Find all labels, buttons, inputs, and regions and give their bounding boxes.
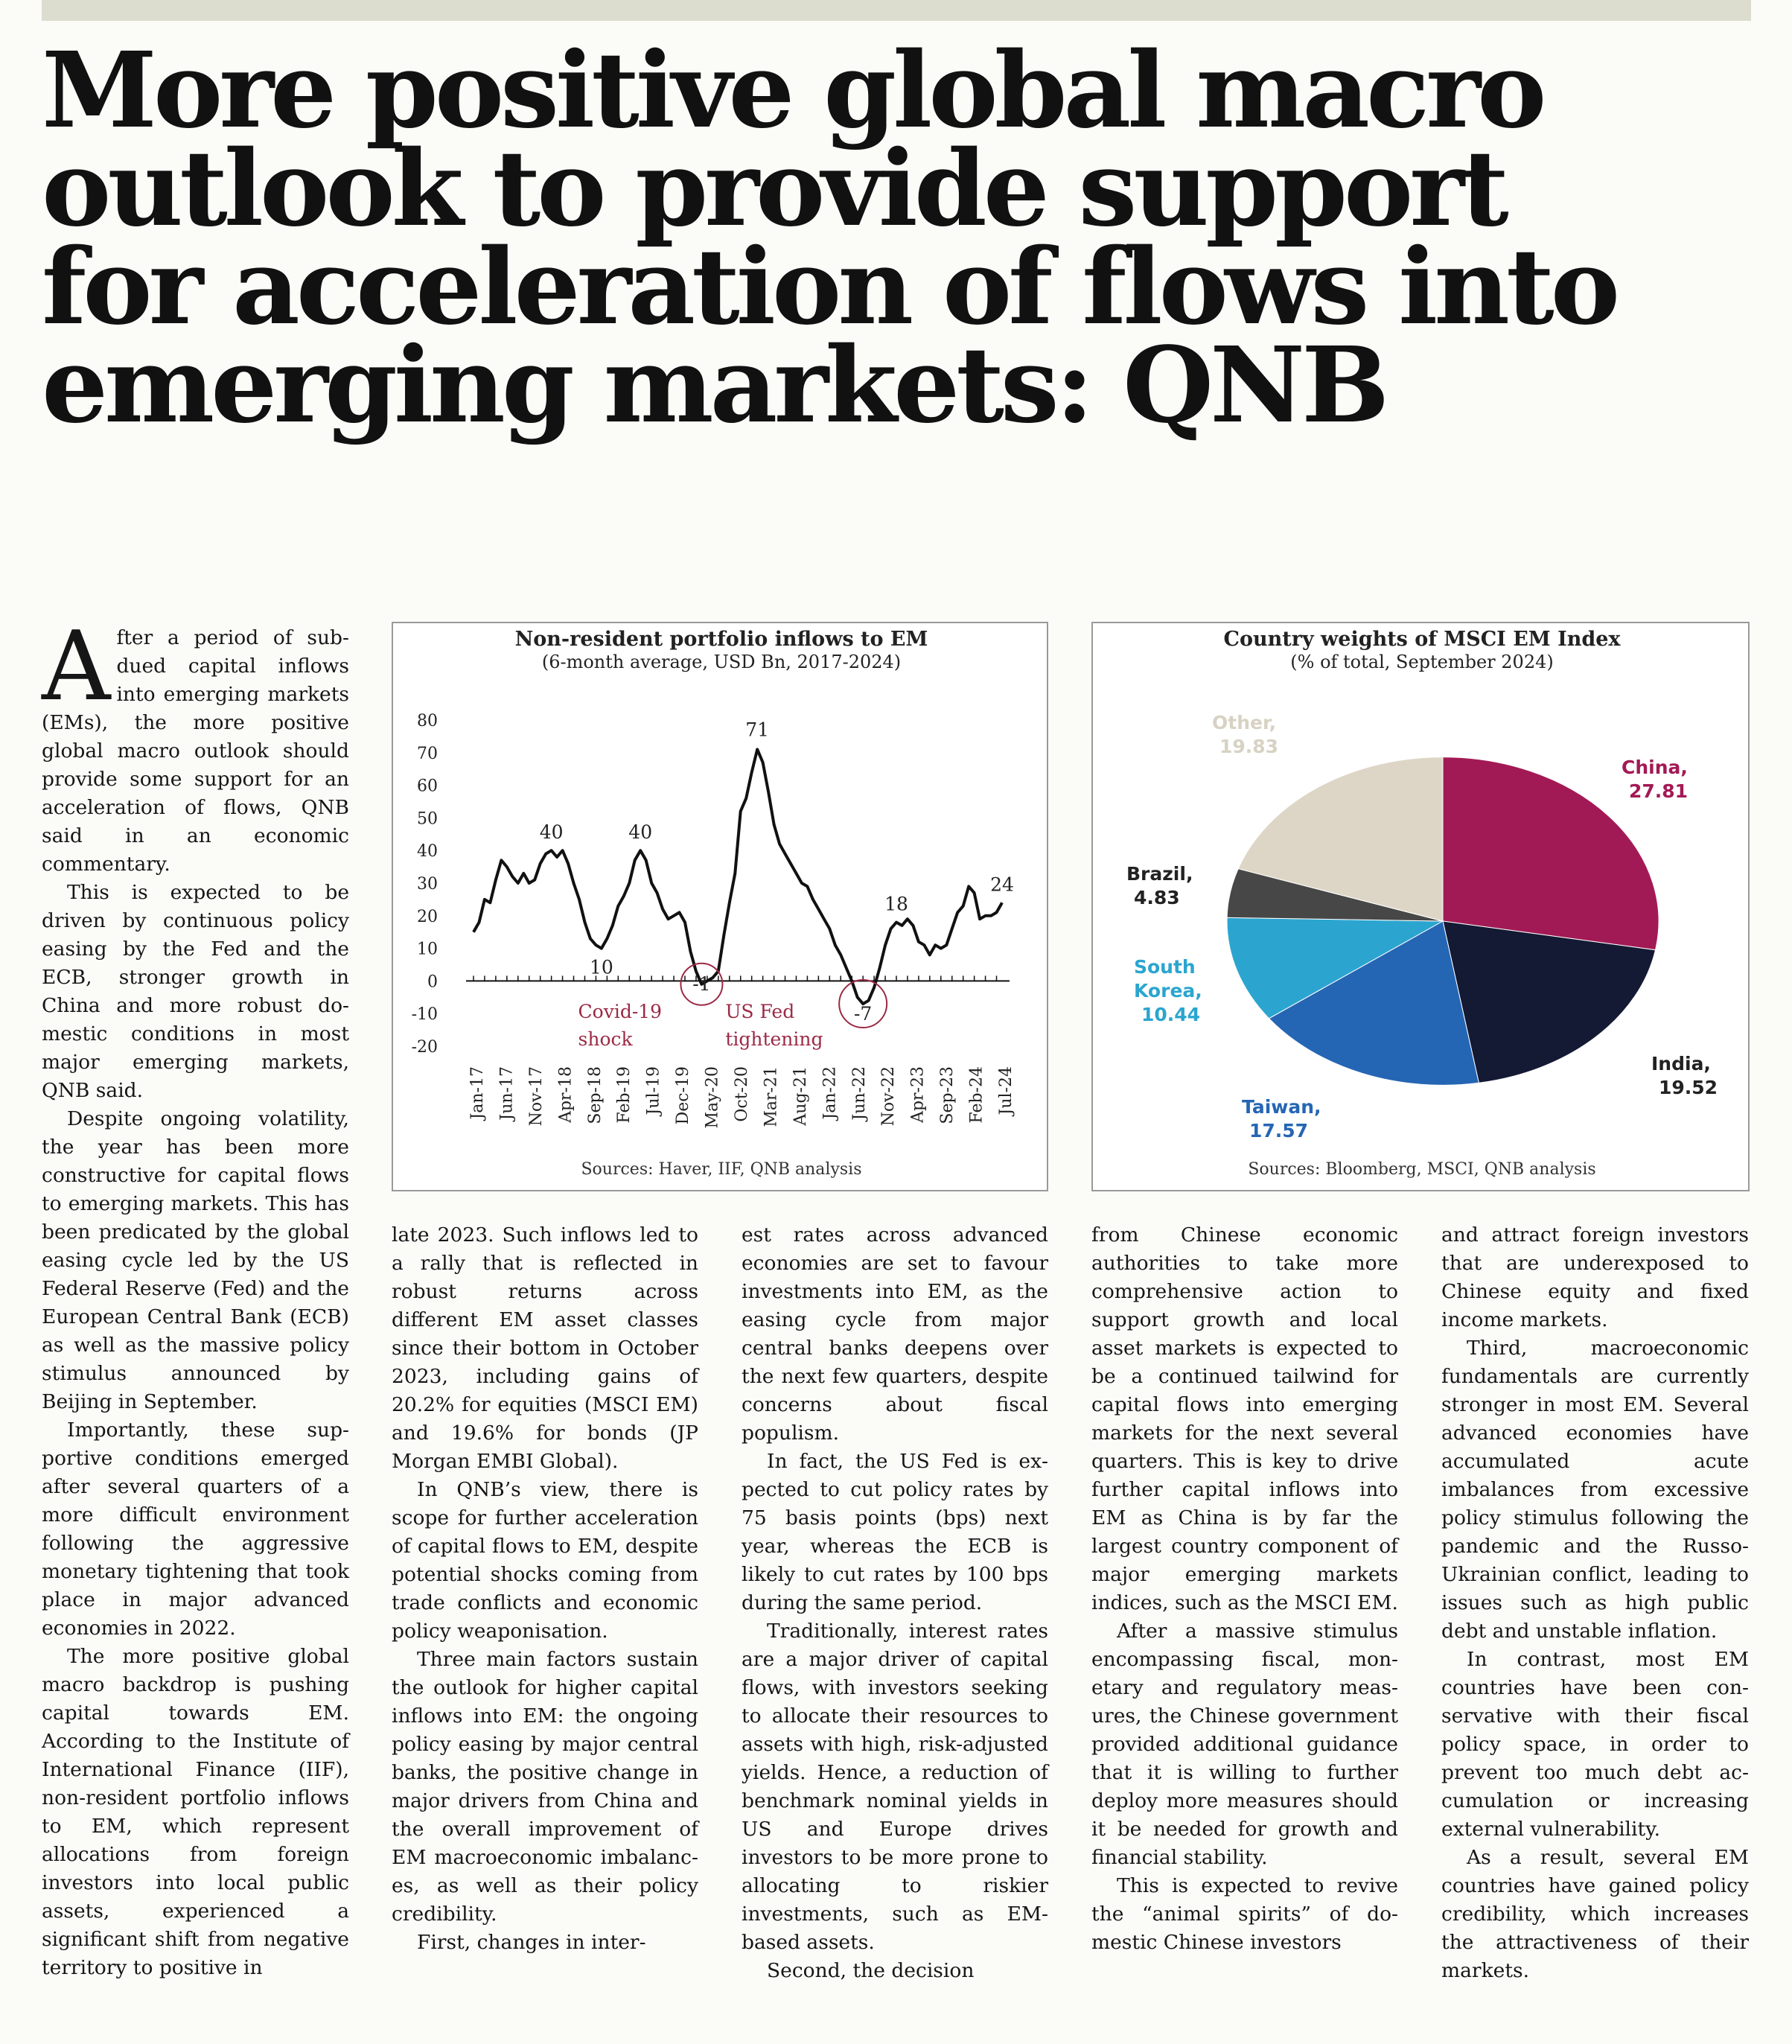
x-tick-label: Jun-17 xyxy=(497,1066,517,1121)
x-tick-label: Jul-24 xyxy=(997,1066,1015,1115)
article-paragraph: late 2023. Such inflows led to a rally that is reflected in robust returns across different EM asset classes since their bottom in October 2023, including gains of 20.2% for equities (MSCI EM) and 19.6% for bonds (JP Morgan EMBI Global). xyxy=(392,1223,698,1473)
article-paragraph: Traditionally, interest rates are a major driver of capital flows, with investors seeking to allocate their resources to assets with high, risk-adjusted yields. Hence, a reduction of benchmark nominal yields in US and Europe drives investors to be more prone to allocating to riskier investments, such as EM-based assets. xyxy=(742,1620,1048,1954)
article-paragraph: In QNB’s view, there is scope for further acceleration of capital flows to EM, despite potential shocks coming from trade conflicts and economic policy weaponisation. xyxy=(392,1478,698,1643)
line-chart-svg xyxy=(393,623,1050,1193)
article-column-3 xyxy=(742,1221,1048,1985)
y-tick-label: 60 xyxy=(417,777,438,796)
headline xyxy=(42,30,1761,447)
chart-source: Sources: Bloomberg, MSCI, QNB analysis xyxy=(1248,1160,1596,1179)
pie-slice-label: China, xyxy=(1622,757,1688,778)
chart-annotation: tightening xyxy=(725,1028,823,1051)
chart-annotation: 24 xyxy=(990,873,1014,896)
article-column-2 xyxy=(392,1221,698,1957)
pie-slice-label: Korea, xyxy=(1134,980,1202,1002)
chart-title: Country weights of MSCI EM Index xyxy=(1223,628,1621,651)
y-tick-label: 40 xyxy=(417,842,438,862)
headline-line: emerging markets: QNB xyxy=(42,325,1386,447)
article-column-1 xyxy=(42,611,349,1982)
article-column-5 xyxy=(1441,1221,1749,1985)
x-tick-label: Oct-20 xyxy=(733,1066,751,1122)
y-tick-label: 30 xyxy=(417,875,438,894)
article-paragraph: Third, macroeconomic fundamentals are currently stronger in most EM. Several advanced economies have accumulated acute imbalances from excessive policy stimulus following the pandemic and the Russo-Ukrainian conflict, leading to issues such as high public debt and unstable inflation. xyxy=(1441,1337,1749,1643)
y-tick-label: 50 xyxy=(417,809,438,829)
msci-weights-pie-chart xyxy=(1091,622,1750,1191)
chart-annotation: US Fed xyxy=(725,1001,795,1023)
article-paragraph: First, changes in inter- xyxy=(417,1931,646,1954)
chart-annotation: shock xyxy=(578,1028,633,1051)
x-tick-label: Jun-22 xyxy=(849,1066,869,1121)
y-tick-label: 10 xyxy=(417,940,438,959)
x-tick-label: Sep-18 xyxy=(585,1066,605,1124)
y-tick-label: -20 xyxy=(411,1038,438,1057)
x-tick-label: Aug-21 xyxy=(791,1066,810,1126)
chart-annotation: -1 xyxy=(692,972,711,995)
article-paragraph: This is expected to revive the “animal spirits” of domestic Chinese investors xyxy=(1091,1874,1398,1954)
article-paragraph: Importantly, these supportive conditions emerged after several quarters of a more difficult environment following the aggressive monetary tightening that took place in major advanced economies in 2022. xyxy=(42,1419,349,1640)
chart-subtitle: (% of total, September 2024) xyxy=(1290,652,1554,672)
x-tick-label: Nov-17 xyxy=(526,1066,546,1127)
pie-chart-svg xyxy=(1093,623,1751,1193)
chart-annotation: 18 xyxy=(884,893,908,915)
x-tick-label: Feb-24 xyxy=(967,1066,986,1124)
y-tick-label: -10 xyxy=(411,1005,438,1025)
chart-annotation: -7 xyxy=(853,1003,873,1025)
pie-slice-label: Other, xyxy=(1212,712,1277,733)
x-tick-label: Mar-21 xyxy=(762,1066,781,1127)
pie-slice-label: South xyxy=(1134,956,1196,978)
x-tick-label: Jan-22 xyxy=(820,1066,840,1120)
inflows-line-chart xyxy=(392,622,1048,1191)
y-tick-label: 0 xyxy=(427,972,438,992)
top-color-bar xyxy=(42,0,1751,21)
headline-line: More positive global macro xyxy=(42,30,1543,152)
article-paragraph: and attract foreign investors that are underexposed to Chinese equity and fixed income markets. xyxy=(1441,1223,1749,1331)
article-paragraph: After a massive stimulus encompassing fiscal, monetary and regulatory measures, the Chinese government provided additional guidance that it is willing to further deploy more measures should it be needed for growth and financial stability. xyxy=(1091,1620,1398,1869)
article-paragraph: est rates across advanced economies are set to favour investments into EM, as the easing cycle from major central banks deepens over the next few quarters, despite concerns about fiscal populism. xyxy=(742,1223,1048,1445)
series-line xyxy=(473,749,1002,1004)
pie-slice-value: 19.83 xyxy=(1219,736,1279,757)
pie-slice-label: Brazil, xyxy=(1126,863,1193,885)
chart-annotation: Covid-19 xyxy=(578,1001,663,1023)
chart-annotation: 40 xyxy=(539,821,564,844)
article-paragraph: Three main factors sustain the outlook for higher capital inflows into EM: the ongoing policy easing by major central banks, the positive change in major drivers from China and the overall improvement of EM macroeconomic imbalances, as well as their policy credibility. xyxy=(392,1648,698,1926)
pie-slice-value: 4.83 xyxy=(1134,887,1180,908)
pie-slice xyxy=(1443,921,1656,1083)
x-tick-label: Apr-18 xyxy=(556,1066,575,1123)
x-tick-label: Dec-19 xyxy=(674,1066,693,1125)
pie-slice-label: Taiwan, xyxy=(1242,1096,1321,1118)
pie-slice xyxy=(1443,757,1659,950)
x-tick-label: Sep-23 xyxy=(938,1066,957,1124)
chart-annotation: 71 xyxy=(745,719,770,741)
chart-title: Non-resident portfolio inflows to EM xyxy=(514,628,928,651)
article-paragraph: from Chinese economic authorities to take more comprehensive action to support growth and local asset markets is expected to be a continued tailwind for capital flows into emerging markets for the next several quarters. This is key to drive further capital inflows into EM as China is by far the largest country component of major emerging markets indices, such as the MSCI EM. xyxy=(1091,1223,1398,1614)
chart-annotation: 10 xyxy=(589,956,613,978)
article-paragraph: In fact, the US Fed is expected to cut policy rates by 75 basis points (bps) next year, whereas the ECB is likely to cut rates by 100 bps during the same period. xyxy=(742,1450,1048,1614)
x-tick-label: Jan-17 xyxy=(468,1066,487,1120)
x-tick-label: Jul-19 xyxy=(644,1066,663,1115)
pie-slice-value: 17.57 xyxy=(1249,1120,1309,1142)
article-paragraph: This is expected to be driven by continuous policy easing by the Fed and the ECB, stronger growth in China and more robust domestic conditions in most major emerging markets, QNB said. xyxy=(42,881,349,1102)
chart-subtitle: (6-month average, USD Bn, 2017-2024) xyxy=(541,652,902,672)
article-paragraph: Despite ongoing volatility, the year has been more constructive for capital flows to emerging markets. This has been predicated by the global easing cycle led by the US Federal Reserve (Fed) and the European Central Bank (ECB) as well as the massive policy stimulus announced by Beijing in September. xyxy=(42,1107,349,1413)
article-paragraph: Second, the decision xyxy=(767,1959,975,1982)
pie-slice-value: 19.52 xyxy=(1659,1077,1718,1098)
article-paragraph: In contrast, most EM countries have been conservative with their fiscal policy space, in order to prevent too much debt accumulation or increasing external vulnerability. xyxy=(1441,1648,1749,1841)
pie-slice-value: 27.81 xyxy=(1629,780,1689,802)
y-tick-label: 70 xyxy=(417,744,438,763)
article-column-4 xyxy=(1091,1221,1398,1957)
chart-source: Sources: Haver, IIF, QNB analysis xyxy=(581,1160,862,1179)
x-tick-label: Apr-23 xyxy=(908,1066,928,1123)
y-tick-label: 80 xyxy=(417,712,438,730)
headline-line: for acceleration of flows into xyxy=(42,226,1617,348)
chart-annotation: 40 xyxy=(628,821,653,844)
pie-slice-value: 10.44 xyxy=(1141,1004,1201,1025)
article-paragraph: After a period of subdued capital inflows into emerging markets (EMs), the more positive global macro outlook should provide some support for an acceleration of flows, QNB said in an economic commentary. xyxy=(42,611,349,876)
pie-slice-label: India, xyxy=(1651,1053,1711,1074)
x-tick-label: Feb-19 xyxy=(615,1066,634,1124)
x-tick-label: May-20 xyxy=(703,1066,722,1129)
y-tick-label: 20 xyxy=(417,907,438,926)
article-paragraph: The more positive global macro backdrop is pushing capital towards EM. According to the Institute of International Finance (IIF), non-resident portfolio inflows to EM, which represent allocations from foreign investors into local public assets, experienced a significant shift from negative territory to positive in xyxy=(42,1645,349,1979)
x-tick-label: Nov-22 xyxy=(879,1066,899,1127)
headline-line: outlook to provide support xyxy=(42,128,1505,250)
article-paragraph: As a result, several EM countries have gained policy credibility, which increases the attractiveness of their markets. xyxy=(1441,1846,1749,1982)
